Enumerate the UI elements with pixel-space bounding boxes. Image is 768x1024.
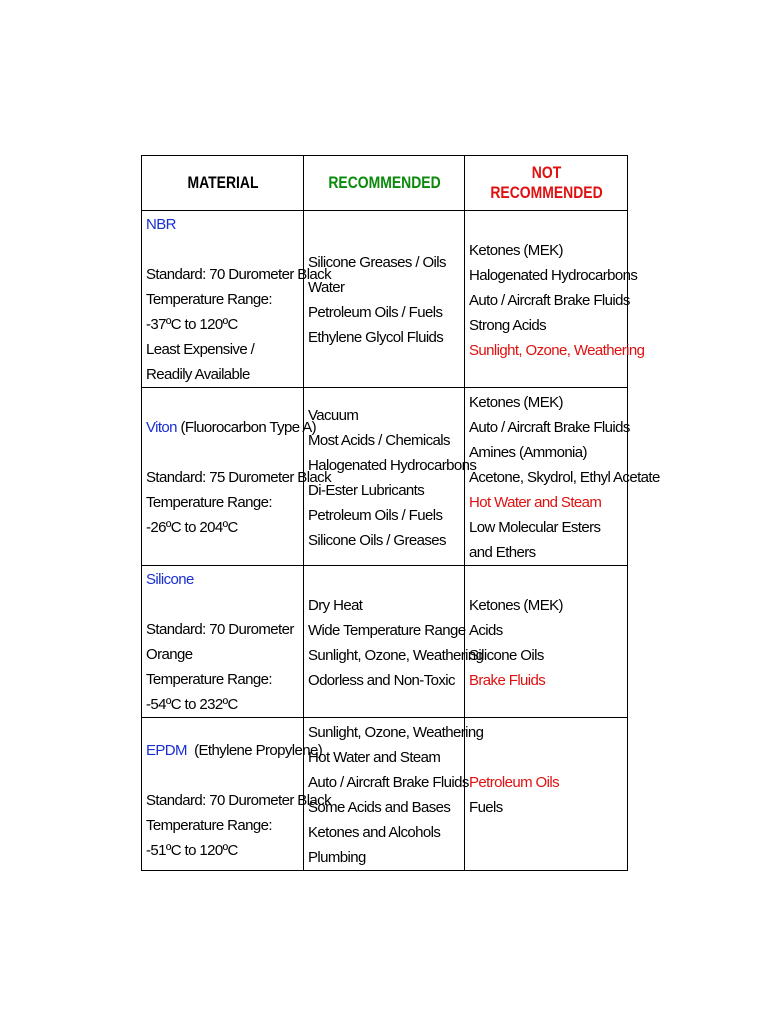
list-item-highlight: Petroleum Oils (469, 774, 559, 791)
not-recommended-cell (465, 388, 660, 566)
material-subtype: (Ethylene Propylene) (186, 741, 323, 759)
table-row-epdm (142, 718, 628, 871)
header-recommended: RECOMMENDED (318, 156, 450, 211)
material-standard: Standard: 75 Durometer Black (146, 468, 331, 486)
list-item: Some Acids and Bases (308, 799, 451, 816)
table-row-nbr (142, 211, 628, 388)
compatibility-table (141, 155, 660, 871)
list-item: Silicone Oils (469, 646, 544, 664)
list-item: Auto / Aircraft Brake Fluids (469, 291, 630, 309)
material-note: Least Expensive / Readily Available (146, 341, 255, 383)
list-item: Ketones (MEK) (469, 596, 563, 614)
list-item: Silicone Greases / Oils (308, 254, 446, 271)
list-item-highlight: Hot Water and Steam (469, 494, 602, 511)
list-item: Halogenated Hydrocarbons (308, 456, 477, 474)
list-item: Dry Heat (308, 596, 363, 614)
material-cell (142, 718, 331, 871)
material-standard: Standard: 70 Durometer Orange (146, 621, 294, 663)
list-item: Acetone, Skydrol, Ethyl Acetate (469, 469, 660, 486)
material-temperature: Temperature Range: -54ºC to 232ºC (146, 671, 272, 713)
list-item: Auto / Aircraft Brake Fluids (308, 774, 469, 791)
material-temperature: Temperature Range: -37ºC to 120ºC (146, 291, 272, 333)
material-temperature: Temperature Range: -26ºC to 204ºC (146, 493, 272, 536)
list-item: Sunlight, Ozone, Weathering (308, 646, 484, 664)
material-name: NBR (146, 216, 176, 233)
list-item: Most Acids / Chemicals (308, 431, 450, 449)
list-item: Ethylene Glycol Fluids (308, 329, 444, 346)
material-standard: Standard: 70 Durometer Black (146, 266, 331, 283)
not-recommended-cell (465, 718, 628, 871)
list-item: Silicone Oils / Greases (308, 531, 446, 549)
list-item: Petroleum Oils / Fuels (308, 304, 443, 321)
material-cell (142, 566, 304, 718)
header-material: MATERIAL (156, 156, 289, 211)
list-item: Ketones (MEK) (469, 394, 563, 411)
list-item: Acids (469, 621, 503, 639)
list-item: Wide Temperature Range (308, 621, 466, 639)
header-row (142, 156, 628, 211)
not-recommended-cell (465, 566, 628, 718)
material-name: Silicone (146, 571, 194, 588)
material-name: EPDM (146, 741, 187, 759)
table-row-viton (142, 388, 628, 566)
table-row-silicone (142, 566, 628, 718)
list-item: Low Molecular Esters and Ethers (469, 519, 601, 561)
recommended-cell (304, 566, 484, 718)
recommended-cell (304, 388, 477, 566)
recommended-cell (304, 211, 465, 388)
list-item: Hot Water and Steam (308, 749, 441, 766)
list-item: Auto / Aircraft Brake Fluids (469, 419, 630, 436)
list-item-highlight: Brake Fluids (469, 671, 546, 689)
list-item: Di-Ester Lubricants (308, 481, 425, 499)
material-name: Viton (146, 418, 177, 436)
list-item: Strong Acids (469, 316, 547, 334)
material-temperature: Temperature Range: -51ºC to 120ºC (146, 816, 272, 859)
header-not-recommended: NOT RECOMMENDED (479, 156, 613, 211)
list-item: Odorless and Non-Toxic (308, 671, 455, 689)
not-recommended-cell (465, 211, 645, 388)
list-item: Ketones (MEK) (469, 241, 563, 259)
list-item-highlight: Sunlight, Ozone, Weathering (469, 341, 645, 359)
list-item: Water (308, 279, 345, 296)
list-item: Amines (Ammonia) (469, 444, 587, 461)
list-item: Sunlight, Ozone, Weathering (308, 724, 484, 741)
list-item: Vacuum (308, 406, 359, 424)
list-item: Plumbing (308, 849, 366, 866)
material-standard: Standard: 70 Durometer Black (146, 791, 331, 809)
list-item: Petroleum Oils / Fuels (308, 506, 443, 524)
list-item: Halogenated Hydrocarbons (469, 266, 638, 284)
material-cell (142, 388, 331, 566)
material-subtype: (Fluorocarbon Type A) (176, 418, 317, 436)
list-item: Fuels (469, 799, 503, 816)
recommended-cell (304, 718, 484, 871)
list-item: Ketones and Alcohols (308, 824, 441, 841)
